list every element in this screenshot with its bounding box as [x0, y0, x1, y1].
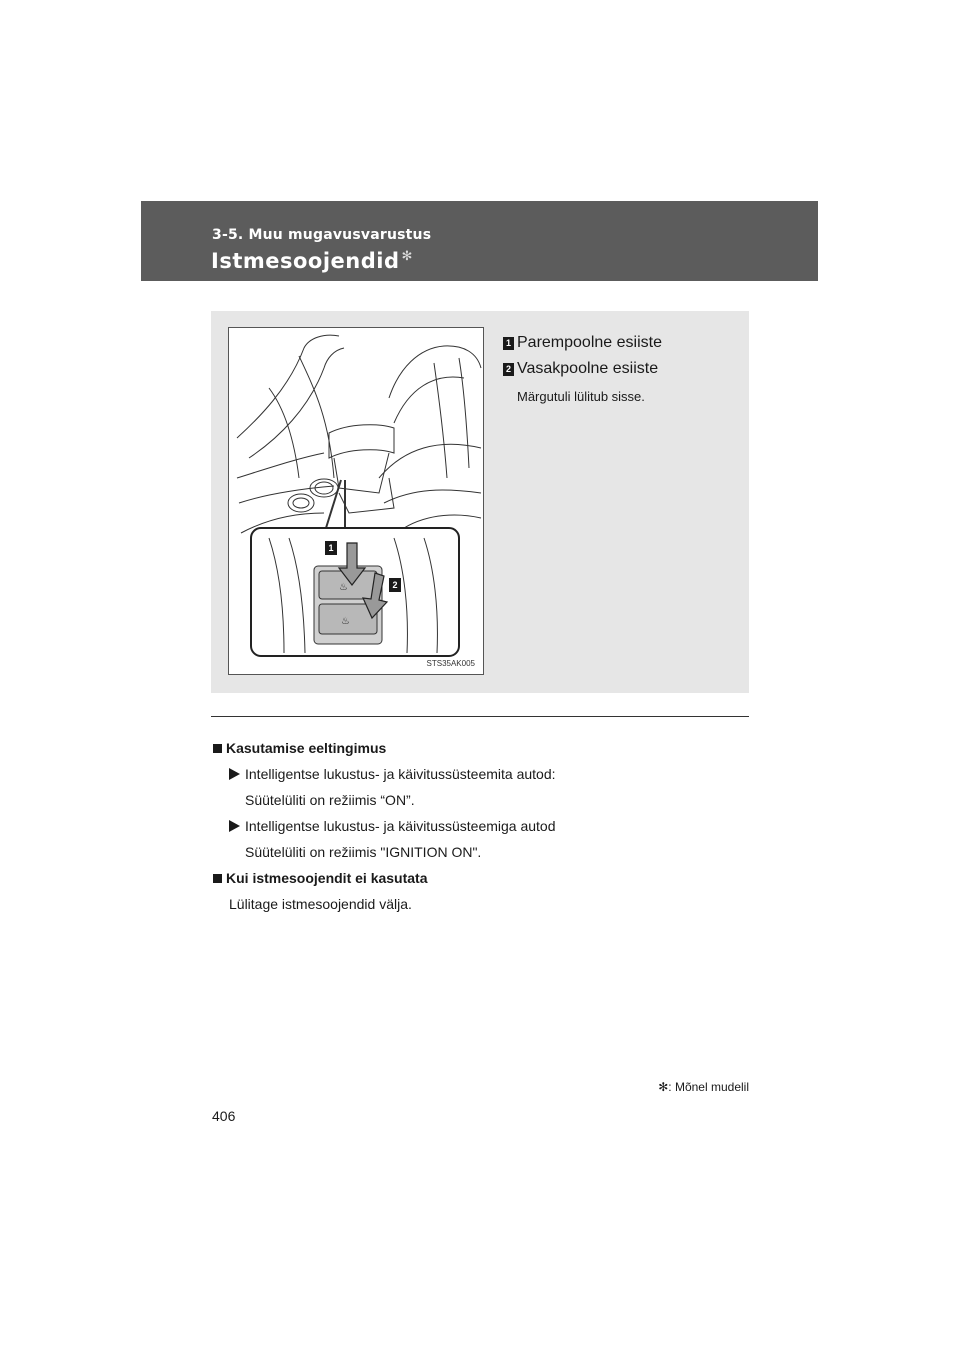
legend-item-1: [503, 331, 662, 355]
content-body: [213, 735, 753, 917]
footnote: [658, 1080, 749, 1094]
heading-text: Kui istmesoojendit ei kasutata: [226, 870, 428, 886]
square-bullet-icon: [213, 874, 222, 883]
asterisk-icon: ✻: [401, 249, 413, 264]
seat-illustration-drawing: [229, 328, 483, 674]
page-title: [211, 249, 413, 273]
svg-text:♨: ♨: [339, 582, 348, 593]
footnote-text: : Mõnel mudelil: [668, 1080, 749, 1094]
square-bullet-icon: [213, 744, 222, 753]
seat-heater-illustration: [228, 327, 484, 675]
legend-note: Märgutuli lülitub sisse.: [517, 389, 645, 404]
figure-panel: [211, 311, 749, 693]
page-title-text: Istmesoojendid: [211, 249, 400, 273]
not-in-use-text: Lülitage istmesoojendid välja.: [229, 896, 412, 912]
condition-item-2-text: Intelligentse lukustus- ja käivitussüsteemiga autod: [245, 818, 556, 834]
condition-item-1: [229, 761, 753, 787]
legend-label-1: Parempoolne esiiste: [517, 334, 662, 351]
legend-number-1: 1: [503, 337, 514, 350]
legend-number-2: 2: [503, 363, 514, 376]
triangle-bullet-icon: [229, 768, 240, 780]
svg-text:♨: ♨: [341, 616, 350, 627]
triangle-bullet-icon: [229, 820, 240, 832]
callout-1: 1: [328, 543, 334, 553]
legend-label-2: Vasakpoolne esiiste: [517, 360, 659, 377]
asterisk-icon: ✻: [658, 1080, 669, 1094]
section-divider: [211, 716, 749, 717]
heading-text: Kasutamise eeltingimus: [226, 740, 387, 756]
condition-item-2: [229, 813, 753, 839]
condition-item-2-detail: Süütelüliti on režiimis "IGNITION ON".: [245, 844, 482, 860]
page-number: 406: [212, 1108, 236, 1124]
figure-code: STS35AK005: [426, 659, 475, 668]
figure-legend: [503, 331, 662, 404]
condition-item-1-text: Intelligentse lukustus- ja käivitussüsteemita autod:: [245, 766, 556, 782]
legend-item-2: [503, 357, 662, 381]
callout-2: 2: [392, 580, 398, 590]
heading-operating-conditions: [213, 735, 753, 761]
section-number: 3-5. Muu mugavusvarustus: [212, 227, 432, 243]
condition-item-1-detail: Süütelüliti on režiimis “ON”.: [245, 792, 415, 808]
section-header: [141, 201, 818, 281]
heading-not-in-use: [213, 865, 753, 891]
